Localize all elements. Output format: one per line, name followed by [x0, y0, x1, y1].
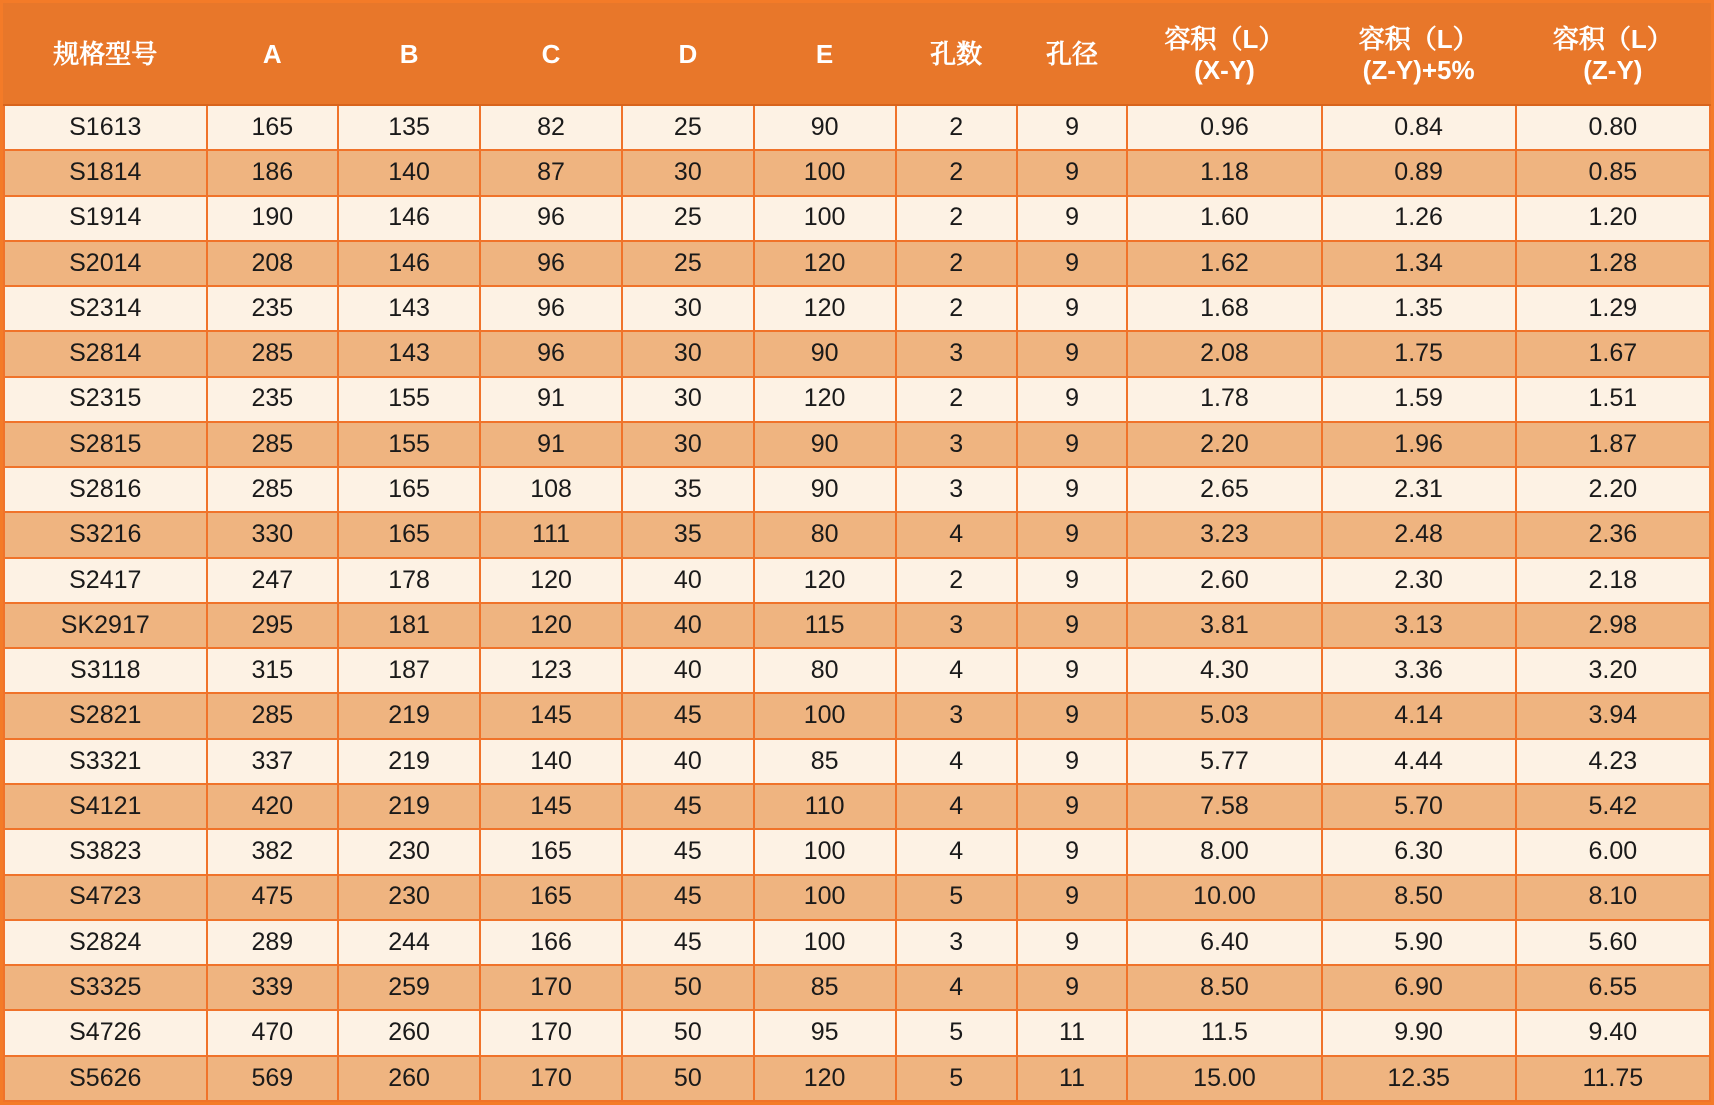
cell-model: S4726	[4, 1010, 207, 1055]
cell-holes: 2	[896, 241, 1017, 286]
cell-hole_diameter: 11	[1017, 1010, 1128, 1055]
cell-a: 186	[207, 150, 339, 195]
cell-hole_diameter: 9	[1017, 105, 1128, 150]
cell-hole_diameter: 9	[1017, 739, 1128, 784]
cell-c: 96	[480, 241, 622, 286]
cell-c: 123	[480, 648, 622, 693]
cell-e: 115	[754, 603, 896, 648]
cell-holes: 4	[896, 648, 1017, 693]
column-header-line: 容积（L）	[1358, 23, 1479, 54]
cell-hole_diameter: 9	[1017, 829, 1128, 874]
cell-e: 100	[754, 693, 896, 738]
column-header-d	[622, 4, 754, 105]
cell-a: 289	[207, 920, 339, 965]
cell-e: 90	[754, 467, 896, 512]
cell-hole_diameter: 11	[1017, 1056, 1128, 1101]
column-header-volume_xy	[1127, 4, 1321, 105]
cell-volume_zy_plus5: 0.89	[1322, 150, 1516, 195]
cell-hole_diameter: 9	[1017, 965, 1128, 1010]
table-row	[4, 875, 1710, 920]
cell-hole_diameter: 9	[1017, 603, 1128, 648]
cell-model: S5626	[4, 1056, 207, 1101]
cell-d: 30	[622, 377, 754, 422]
cell-d: 45	[622, 920, 754, 965]
column-header-line: E	[815, 39, 834, 70]
cell-volume_zy: 1.51	[1516, 377, 1710, 422]
table-row	[4, 467, 1710, 512]
cell-d: 30	[622, 331, 754, 376]
cell-b: 146	[338, 241, 480, 286]
cell-volume_zy: 5.60	[1516, 920, 1710, 965]
cell-holes: 2	[896, 558, 1017, 603]
cell-volume_zy: 8.10	[1516, 875, 1710, 920]
table-row	[4, 920, 1710, 965]
cell-c: 165	[480, 875, 622, 920]
cell-e: 90	[754, 422, 896, 467]
cell-model: S2315	[4, 377, 207, 422]
cell-hole_diameter: 9	[1017, 920, 1128, 965]
cell-model: S3321	[4, 739, 207, 784]
cell-volume_xy: 3.23	[1127, 512, 1321, 557]
cell-e: 100	[754, 920, 896, 965]
cell-b: 146	[338, 196, 480, 241]
cell-volume_zy_plus5: 9.90	[1322, 1010, 1516, 1055]
cell-b: 165	[338, 467, 480, 512]
cell-volume_xy: 15.00	[1127, 1056, 1321, 1101]
cell-d: 50	[622, 1056, 754, 1101]
table-header	[4, 4, 1710, 105]
cell-volume_zy: 5.42	[1516, 784, 1710, 829]
cell-volume_zy_plus5: 5.70	[1322, 784, 1516, 829]
cell-volume_zy: 6.55	[1516, 965, 1710, 1010]
table-row	[4, 241, 1710, 286]
cell-holes: 3	[896, 331, 1017, 376]
cell-holes: 5	[896, 875, 1017, 920]
column-header-line: 规格型号	[53, 39, 158, 70]
cell-volume_xy: 1.60	[1127, 196, 1321, 241]
cell-holes: 5	[896, 1010, 1017, 1055]
cell-c: 120	[480, 558, 622, 603]
cell-holes: 2	[896, 105, 1017, 150]
table-row	[4, 1010, 1710, 1055]
cell-holes: 3	[896, 467, 1017, 512]
table-row	[4, 196, 1710, 241]
cell-a: 285	[207, 422, 339, 467]
cell-volume_xy: 0.96	[1127, 105, 1321, 150]
cell-holes: 3	[896, 693, 1017, 738]
table-row	[4, 1056, 1710, 1101]
table-row	[4, 739, 1710, 784]
cell-d: 40	[622, 603, 754, 648]
cell-a: 420	[207, 784, 339, 829]
cell-volume_zy_plus5: 2.31	[1322, 467, 1516, 512]
cell-c: 87	[480, 150, 622, 195]
cell-volume_zy: 1.87	[1516, 422, 1710, 467]
cell-d: 40	[622, 648, 754, 693]
cell-b: 260	[338, 1056, 480, 1101]
column-header-line: 孔径	[1046, 39, 1099, 70]
cell-volume_zy: 11.75	[1516, 1056, 1710, 1101]
cell-c: 96	[480, 331, 622, 376]
cell-volume_zy: 1.67	[1516, 331, 1710, 376]
cell-volume_zy: 2.18	[1516, 558, 1710, 603]
cell-c: 96	[480, 286, 622, 331]
cell-holes: 4	[896, 512, 1017, 557]
cell-c: 120	[480, 603, 622, 648]
cell-e: 100	[754, 875, 896, 920]
cell-c: 140	[480, 739, 622, 784]
cell-a: 470	[207, 1010, 339, 1055]
cell-volume_xy: 2.08	[1127, 331, 1321, 376]
cell-volume_xy: 8.00	[1127, 829, 1321, 874]
cell-c: 165	[480, 829, 622, 874]
cell-e: 100	[754, 196, 896, 241]
cell-c: 91	[480, 422, 622, 467]
cell-volume_zy_plus5: 1.59	[1322, 377, 1516, 422]
cell-holes: 2	[896, 286, 1017, 331]
column-header-line: (Z-Y)+5%	[1362, 54, 1475, 85]
cell-b: 181	[338, 603, 480, 648]
cell-volume_xy: 4.30	[1127, 648, 1321, 693]
cell-a: 339	[207, 965, 339, 1010]
cell-b: 143	[338, 286, 480, 331]
cell-a: 208	[207, 241, 339, 286]
cell-model: S2417	[4, 558, 207, 603]
cell-hole_diameter: 9	[1017, 422, 1128, 467]
cell-b: 155	[338, 377, 480, 422]
cell-e: 120	[754, 377, 896, 422]
cell-model: S2814	[4, 331, 207, 376]
cell-e: 95	[754, 1010, 896, 1055]
cell-volume_zy_plus5: 2.48	[1322, 512, 1516, 557]
cell-d: 45	[622, 693, 754, 738]
table-body	[4, 105, 1710, 1101]
cell-volume_zy_plus5: 1.26	[1322, 196, 1516, 241]
cell-volume_zy_plus5: 3.13	[1322, 603, 1516, 648]
cell-volume_xy: 3.81	[1127, 603, 1321, 648]
column-header-line: C	[541, 39, 561, 70]
cell-e: 90	[754, 331, 896, 376]
cell-a: 285	[207, 693, 339, 738]
cell-d: 40	[622, 739, 754, 784]
cell-volume_xy: 2.20	[1127, 422, 1321, 467]
cell-d: 35	[622, 467, 754, 512]
column-header-e	[754, 4, 896, 105]
cell-d: 25	[622, 241, 754, 286]
cell-d: 30	[622, 422, 754, 467]
cell-d: 45	[622, 829, 754, 874]
cell-volume_xy: 1.62	[1127, 241, 1321, 286]
cell-hole_diameter: 9	[1017, 693, 1128, 738]
cell-d: 50	[622, 1010, 754, 1055]
cell-model: S2824	[4, 920, 207, 965]
column-header-a	[207, 4, 339, 105]
cell-model: S4723	[4, 875, 207, 920]
table-row	[4, 784, 1710, 829]
cell-volume_xy: 1.68	[1127, 286, 1321, 331]
cell-hole_diameter: 9	[1017, 150, 1128, 195]
cell-volume_xy: 11.5	[1127, 1010, 1321, 1055]
column-header-line: D	[678, 39, 698, 70]
cell-model: S3823	[4, 829, 207, 874]
cell-hole_diameter: 9	[1017, 286, 1128, 331]
cell-c: 111	[480, 512, 622, 557]
column-header-line: 容积（L）	[1164, 23, 1285, 54]
cell-c: 108	[480, 467, 622, 512]
cell-c: 96	[480, 196, 622, 241]
cell-e: 85	[754, 965, 896, 1010]
cell-volume_zy_plus5: 3.36	[1322, 648, 1516, 693]
cell-holes: 4	[896, 784, 1017, 829]
column-header-line: 孔数	[930, 39, 983, 70]
cell-volume_xy: 1.18	[1127, 150, 1321, 195]
cell-holes: 4	[896, 829, 1017, 874]
cell-c: 82	[480, 105, 622, 150]
cell-a: 235	[207, 377, 339, 422]
cell-volume_zy: 4.23	[1516, 739, 1710, 784]
cell-volume_zy_plus5: 1.35	[1322, 286, 1516, 331]
specification-table	[3, 3, 1711, 1102]
cell-e: 100	[754, 829, 896, 874]
column-header-line: (Z-Y)	[1583, 54, 1643, 85]
cell-b: 140	[338, 150, 480, 195]
cell-a: 295	[207, 603, 339, 648]
column-header-line: B	[399, 39, 419, 70]
column-header-volume_zy	[1516, 4, 1710, 105]
cell-hole_diameter: 9	[1017, 377, 1128, 422]
cell-hole_diameter: 9	[1017, 875, 1128, 920]
cell-volume_xy: 10.00	[1127, 875, 1321, 920]
cell-volume_zy: 2.98	[1516, 603, 1710, 648]
cell-hole_diameter: 9	[1017, 331, 1128, 376]
cell-a: 285	[207, 467, 339, 512]
cell-c: 91	[480, 377, 622, 422]
cell-a: 285	[207, 331, 339, 376]
table-row	[4, 829, 1710, 874]
cell-a: 165	[207, 105, 339, 150]
table-row	[4, 422, 1710, 467]
cell-model: S3118	[4, 648, 207, 693]
cell-volume_zy: 9.40	[1516, 1010, 1710, 1055]
cell-holes: 3	[896, 422, 1017, 467]
cell-b: 187	[338, 648, 480, 693]
table-row	[4, 693, 1710, 738]
column-header-line: (X-Y)	[1194, 54, 1255, 85]
cell-volume_xy: 5.77	[1127, 739, 1321, 784]
table-header-row	[4, 4, 1710, 105]
cell-b: 178	[338, 558, 480, 603]
table-row	[4, 150, 1710, 195]
cell-a: 247	[207, 558, 339, 603]
table-row	[4, 377, 1710, 422]
cell-model: S2314	[4, 286, 207, 331]
cell-holes: 2	[896, 196, 1017, 241]
cell-e: 120	[754, 1056, 896, 1101]
cell-hole_diameter: 9	[1017, 196, 1128, 241]
cell-volume_zy_plus5: 5.90	[1322, 920, 1516, 965]
cell-model: SK2917	[4, 603, 207, 648]
cell-holes: 3	[896, 920, 1017, 965]
cell-model: S2816	[4, 467, 207, 512]
cell-volume_zy: 0.80	[1516, 105, 1710, 150]
cell-volume_zy_plus5: 1.34	[1322, 241, 1516, 286]
column-header-line: 容积（L）	[1552, 23, 1673, 54]
cell-holes: 2	[896, 150, 1017, 195]
cell-d: 50	[622, 965, 754, 1010]
cell-e: 100	[754, 150, 896, 195]
cell-volume_zy: 6.00	[1516, 829, 1710, 874]
cell-d: 40	[622, 558, 754, 603]
cell-volume_zy: 3.20	[1516, 648, 1710, 693]
cell-model: S3325	[4, 965, 207, 1010]
table-row	[4, 286, 1710, 331]
cell-volume_xy: 5.03	[1127, 693, 1321, 738]
cell-a: 315	[207, 648, 339, 693]
cell-b: 259	[338, 965, 480, 1010]
cell-model: S3216	[4, 512, 207, 557]
cell-volume_zy_plus5: 8.50	[1322, 875, 1516, 920]
table-row	[4, 331, 1710, 376]
cell-holes: 4	[896, 739, 1017, 784]
cell-hole_diameter: 9	[1017, 648, 1128, 693]
cell-model: S2821	[4, 693, 207, 738]
cell-volume_zy_plus5: 12.35	[1322, 1056, 1516, 1101]
cell-a: 190	[207, 196, 339, 241]
cell-b: 244	[338, 920, 480, 965]
cell-e: 80	[754, 512, 896, 557]
cell-hole_diameter: 9	[1017, 512, 1128, 557]
cell-hole_diameter: 9	[1017, 467, 1128, 512]
cell-e: 80	[754, 648, 896, 693]
table-row	[4, 603, 1710, 648]
cell-model: S2815	[4, 422, 207, 467]
cell-e: 90	[754, 105, 896, 150]
cell-d: 30	[622, 150, 754, 195]
cell-volume_zy_plus5: 0.84	[1322, 105, 1516, 150]
cell-hole_diameter: 9	[1017, 784, 1128, 829]
cell-model: S1814	[4, 150, 207, 195]
cell-model: S4121	[4, 784, 207, 829]
cell-b: 219	[338, 739, 480, 784]
cell-volume_zy_plus5: 6.30	[1322, 829, 1516, 874]
cell-model: S1914	[4, 196, 207, 241]
table-row	[4, 512, 1710, 557]
cell-e: 120	[754, 286, 896, 331]
cell-e: 120	[754, 558, 896, 603]
cell-volume_zy_plus5: 6.90	[1322, 965, 1516, 1010]
cell-b: 230	[338, 829, 480, 874]
cell-c: 170	[480, 1010, 622, 1055]
cell-volume_zy: 2.36	[1516, 512, 1710, 557]
cell-volume_zy: 3.94	[1516, 693, 1710, 738]
cell-d: 30	[622, 286, 754, 331]
column-header-model	[4, 4, 207, 105]
cell-d: 45	[622, 784, 754, 829]
cell-model: S1613	[4, 105, 207, 150]
cell-c: 170	[480, 965, 622, 1010]
cell-e: 85	[754, 739, 896, 784]
cell-d: 35	[622, 512, 754, 557]
cell-volume_xy: 2.65	[1127, 467, 1321, 512]
cell-b: 230	[338, 875, 480, 920]
cell-volume_zy: 0.85	[1516, 150, 1710, 195]
cell-c: 170	[480, 1056, 622, 1101]
cell-b: 219	[338, 784, 480, 829]
cell-b: 135	[338, 105, 480, 150]
cell-volume_xy: 1.78	[1127, 377, 1321, 422]
cell-hole_diameter: 9	[1017, 558, 1128, 603]
cell-c: 145	[480, 784, 622, 829]
cell-volume_zy: 1.29	[1516, 286, 1710, 331]
cell-volume_zy_plus5: 2.30	[1322, 558, 1516, 603]
cell-volume_xy: 2.60	[1127, 558, 1321, 603]
cell-b: 155	[338, 422, 480, 467]
cell-volume_zy_plus5: 1.75	[1322, 331, 1516, 376]
cell-volume_xy: 7.58	[1127, 784, 1321, 829]
cell-a: 235	[207, 286, 339, 331]
cell-a: 382	[207, 829, 339, 874]
cell-hole_diameter: 9	[1017, 241, 1128, 286]
column-header-hole_diameter	[1017, 4, 1128, 105]
cell-volume_zy_plus5: 4.44	[1322, 739, 1516, 784]
column-header-holes	[896, 4, 1017, 105]
cell-c: 145	[480, 693, 622, 738]
cell-b: 143	[338, 331, 480, 376]
column-header-b	[338, 4, 480, 105]
cell-holes: 3	[896, 603, 1017, 648]
cell-d: 25	[622, 105, 754, 150]
column-header-line: A	[262, 39, 282, 70]
cell-holes: 4	[896, 965, 1017, 1010]
table-row	[4, 558, 1710, 603]
cell-a: 330	[207, 512, 339, 557]
cell-e: 120	[754, 241, 896, 286]
cell-volume_zy: 1.28	[1516, 241, 1710, 286]
cell-volume_zy: 1.20	[1516, 196, 1710, 241]
cell-holes: 2	[896, 377, 1017, 422]
cell-holes: 5	[896, 1056, 1017, 1101]
cell-a: 569	[207, 1056, 339, 1101]
cell-model: S2014	[4, 241, 207, 286]
cell-e: 110	[754, 784, 896, 829]
table-row	[4, 965, 1710, 1010]
cell-b: 260	[338, 1010, 480, 1055]
cell-d: 45	[622, 875, 754, 920]
cell-volume_zy: 2.20	[1516, 467, 1710, 512]
column-header-c	[480, 4, 622, 105]
table-row	[4, 105, 1710, 150]
cell-b: 165	[338, 512, 480, 557]
cell-volume_zy_plus5: 1.96	[1322, 422, 1516, 467]
column-header-volume_zy_plus5	[1322, 4, 1516, 105]
cell-d: 25	[622, 196, 754, 241]
cell-c: 166	[480, 920, 622, 965]
cell-volume_xy: 8.50	[1127, 965, 1321, 1010]
cell-b: 219	[338, 693, 480, 738]
cell-volume_zy_plus5: 4.14	[1322, 693, 1516, 738]
cell-volume_xy: 6.40	[1127, 920, 1321, 965]
cell-a: 337	[207, 739, 339, 784]
table-row	[4, 648, 1710, 693]
cell-a: 475	[207, 875, 339, 920]
